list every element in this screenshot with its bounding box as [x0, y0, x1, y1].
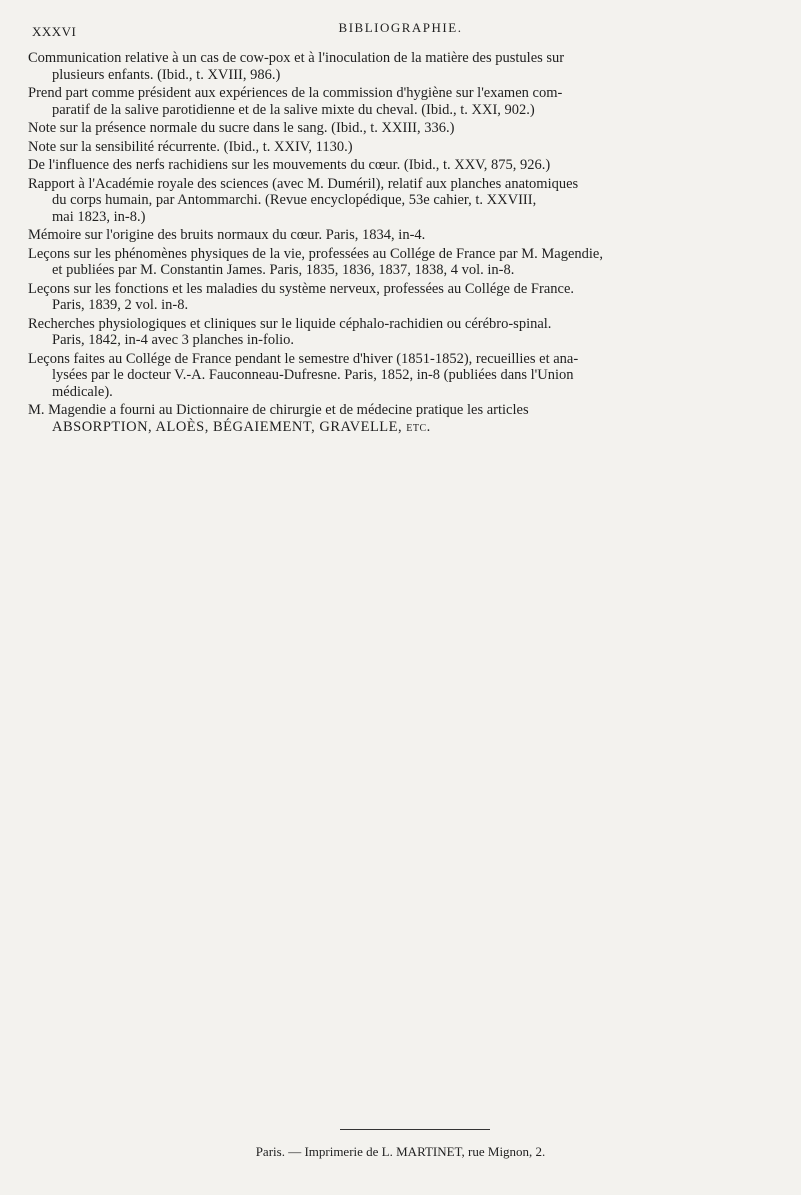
- entry-line: Leçons sur les fonctions et les maladies du système nerveux, professées au Collége de France.: [28, 280, 575, 297]
- bibliography-entry: [28, 227, 786, 244]
- bibliography-entry: [28, 316, 786, 349]
- bibliography-entry: [28, 157, 786, 174]
- entry-line: De l'influence des nerfs rachidiens sur les mouvements du cœur. (Ibid., t. XXV, 875, 926.): [28, 157, 551, 173]
- entry-line: Note sur la présence normale du sucre dans le sang. (Ibid., t. XXIII, 336.): [28, 120, 455, 136]
- entry-line: Paris, 1839, 2 vol. in-8.: [52, 297, 189, 313]
- entry-line: M. Magendie a fourni au Dictionnaire de chirurgie et de médecine pratique les articles: [28, 402, 529, 418]
- bibliography-entry: [28, 85, 786, 118]
- bibliography-list: [28, 50, 786, 437]
- entry-line: et publiées par M. Constantin James. Paris, 1835, 1836, 1837, 1838, 4 vol. in-8.: [52, 262, 515, 278]
- entry-line: Rapport à l'Académie royale des sciences (avec M. Duméril), relatif aux planches anatomiques: [28, 175, 579, 192]
- entry-line: du corps humain, par Antommarchi. (Revue encyclopédique, 53e cahier, t. XXVIII,: [52, 192, 537, 208]
- entry-line: Paris, 1842, in-4 avec 3 planches in-folio.: [52, 332, 295, 348]
- printer-imprint: Paris. — Imprimerie de L. MARTINET, rue Mignon, 2.: [255, 1144, 546, 1159]
- bibliography-entry: [28, 50, 786, 83]
- entry-line: Recherches physiologiques et cliniques sur le liquide céphalo-rachidien ou cérébro-spinal.: [28, 315, 552, 332]
- bibliography-entry: [28, 351, 786, 401]
- bibliography-entry: [28, 402, 786, 435]
- bibliography-entry: [28, 139, 786, 156]
- entry-line: Leçons faites au Collége de France pendant le semestre d'hiver (1851-1852), recueillies et ana-: [28, 350, 579, 367]
- bibliography-entry: [28, 176, 786, 226]
- bibliography-entry: [28, 281, 786, 314]
- running-title: BIBLIOGRAPHIE.: [338, 20, 463, 35]
- entry-line: Communication relative à un cas de cow-pox et à l'inoculation de la matière des pustules sur: [28, 50, 565, 66]
- bibliography-entry: [28, 246, 786, 279]
- entry-line: Note sur la sensibilité récurrente. (Ibid., t. XXIV, 1130.): [28, 138, 353, 155]
- entry-line: lysées par le docteur V.-A. Fauconneau-Dufresne. Paris, 1852, in-8 (publiées dans l'Union: [52, 367, 574, 383]
- entry-line: Prend part comme président aux expériences de la commission d'hygiène sur l'examen com-: [28, 85, 563, 101]
- entry-line: Mémoire sur l'origine des bruits normaux du cœur. Paris, 1834, in-4.: [28, 227, 426, 243]
- page-number: XXXVI: [32, 24, 77, 39]
- entry-line: plusieurs enfants. (Ibid., t. XVIII, 986.): [52, 66, 281, 83]
- entry-line: paratif de la salive parotidienne et de la salive mixte du cheval. (Ibid., t. XXI, 902.): [52, 101, 535, 118]
- footer-rule: [340, 1129, 490, 1130]
- entry-line: mai 1823, in-8.): [52, 208, 146, 225]
- entry-line: médicale).: [52, 383, 113, 400]
- bibliography-entry: [28, 120, 786, 137]
- entry-line: Leçons sur les phénomènes physiques de la vie, professées au Collége de France par M. Magendie,: [28, 245, 603, 262]
- entry-line: ABSORPTION, ALOÈS, BÉGAIEMENT, GRAVELLE, etc.: [52, 418, 431, 435]
